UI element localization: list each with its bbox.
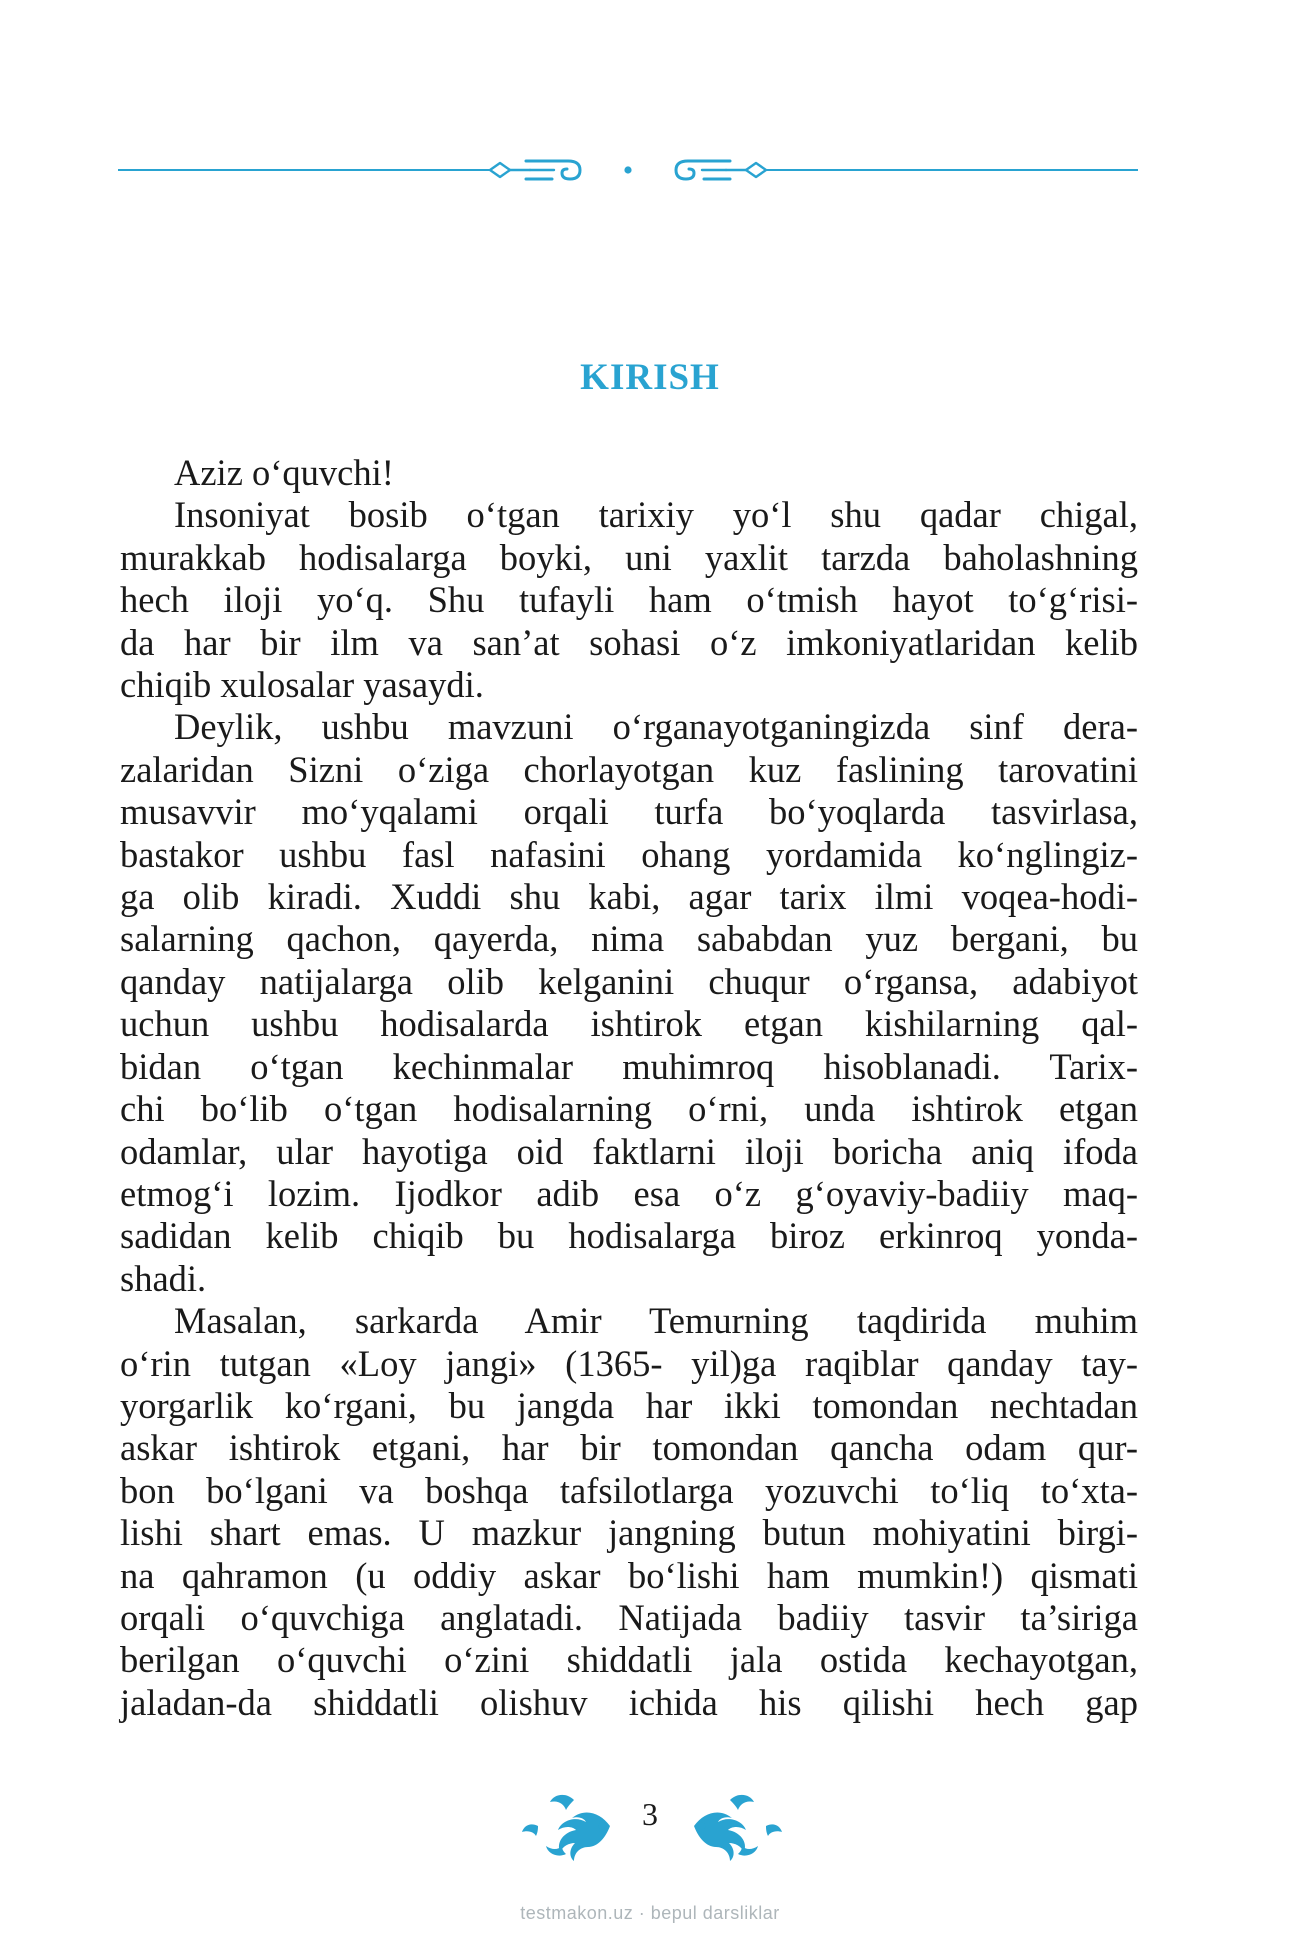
decorative-divider-icon [118,146,1138,194]
text-line: lishi shart emas. U mazkur jangning butun mohiyatini birgi- [120,1512,1138,1554]
page-title: KIRISH [580,357,720,398]
watermark: testmakon.uz · bepul darsliklar [520,1903,780,1923]
text-line: chi bo‘lib o‘tgan hodisalarning o‘rni, unda ishtirok etgan [120,1088,1138,1130]
text-line: da har bir ilm va san’at sohasi o‘z imkoniyatlaridan kelib [120,621,1138,663]
text-line: qanday natijalarga olib kelganini chuqur o‘rgansa, adabiyot [120,960,1138,1002]
text-line: bastakor ushbu fasl nafasini ohang yordamida ko‘nglingiz- [120,833,1138,875]
text-line: bon bo‘lgani va boshqa tafsilotlarga yozuvchi to‘liq to‘xta- [120,1469,1138,1511]
text-line: o‘rin tutgan «Loy jangi» (1365- yil)ga raqiblar qanday tay- [120,1342,1138,1384]
text-line: askar ishtirok etgani, har bir tomondan qancha odam qur- [120,1427,1138,1469]
text-line: na qahramon (u oddiy askar bo‘lishi ham mumkin!) qismati [120,1554,1138,1596]
text-line: odamlar, ular hayotiga oid faktlarni iloji boricha aniq ifoda [120,1130,1138,1172]
text-line: hech iloji yo‘q. Shu tufayli ham o‘tmish hayot to‘g‘risi- [120,579,1138,621]
text-line: Insoniyat bosib o‘tgan tarixiy yo‘l shu qadar chigal, [174,494,1138,536]
text-line: Deylik, ushbu mavzuni o‘rganayotganingizda sinf dera- [174,706,1138,748]
text-line: bidan o‘tgan kechinmalar muhimroq hisoblanadi. Tarix- [120,1045,1138,1087]
text-line: jaladan-da shiddatli olishuv ichida his qilishi hech gap [120,1681,1138,1723]
text-line: ga olib kiradi. Xuddi shu kabi, agar tarix ilmi voqea-hodi- [120,876,1138,918]
text-line: yorgarlik ko‘rgani, bu jangda har ikki tomondan nechtadan [120,1384,1138,1426]
text-line: etmog‘i lozim. Ijodkor adib esa o‘z g‘oyaviy-badiiy maq- [120,1172,1138,1214]
text-line: Masalan, sarkarda Amir Temurning taqdirida muhim [174,1300,1138,1342]
text-line: salarning qachon, qayerda, nima sababdan yuz bergani, bu [120,918,1138,960]
text-line: berilgan o‘quvchi o‘zini shiddatli jala ostida kechayotgan, [120,1639,1138,1681]
text-line: chiqib xulosalar yasaydi. [120,664,484,706]
page-number: 3 [642,1796,658,1832]
text-line: sadidan kelib chiqib bu hodisalarga biroz erkinroq yonda- [120,1215,1138,1257]
text-line: orqali o‘quvchiga anglatadi. Natijada badiiy tasvir ta’siriga [120,1596,1138,1638]
text-line: murakkab hodisalarga boyki, uni yaxlit tarzda baholashning [120,536,1138,578]
text-line: shadi. [120,1257,207,1299]
text-line: uchun ushbu hodisalarda ishtirok etgan kishilarning qal- [120,1003,1138,1045]
text-line: zalaridan Sizni o‘ziga chorlayotgan kuz faslining tarovatini [120,748,1138,790]
text-line: Aziz o‘quvchi! [174,452,394,493]
body-text [120,452,1138,1724]
text-line: musavvir mo‘yqalami orqali turfa bo‘yoqlarda tasvirlasa, [120,791,1138,833]
